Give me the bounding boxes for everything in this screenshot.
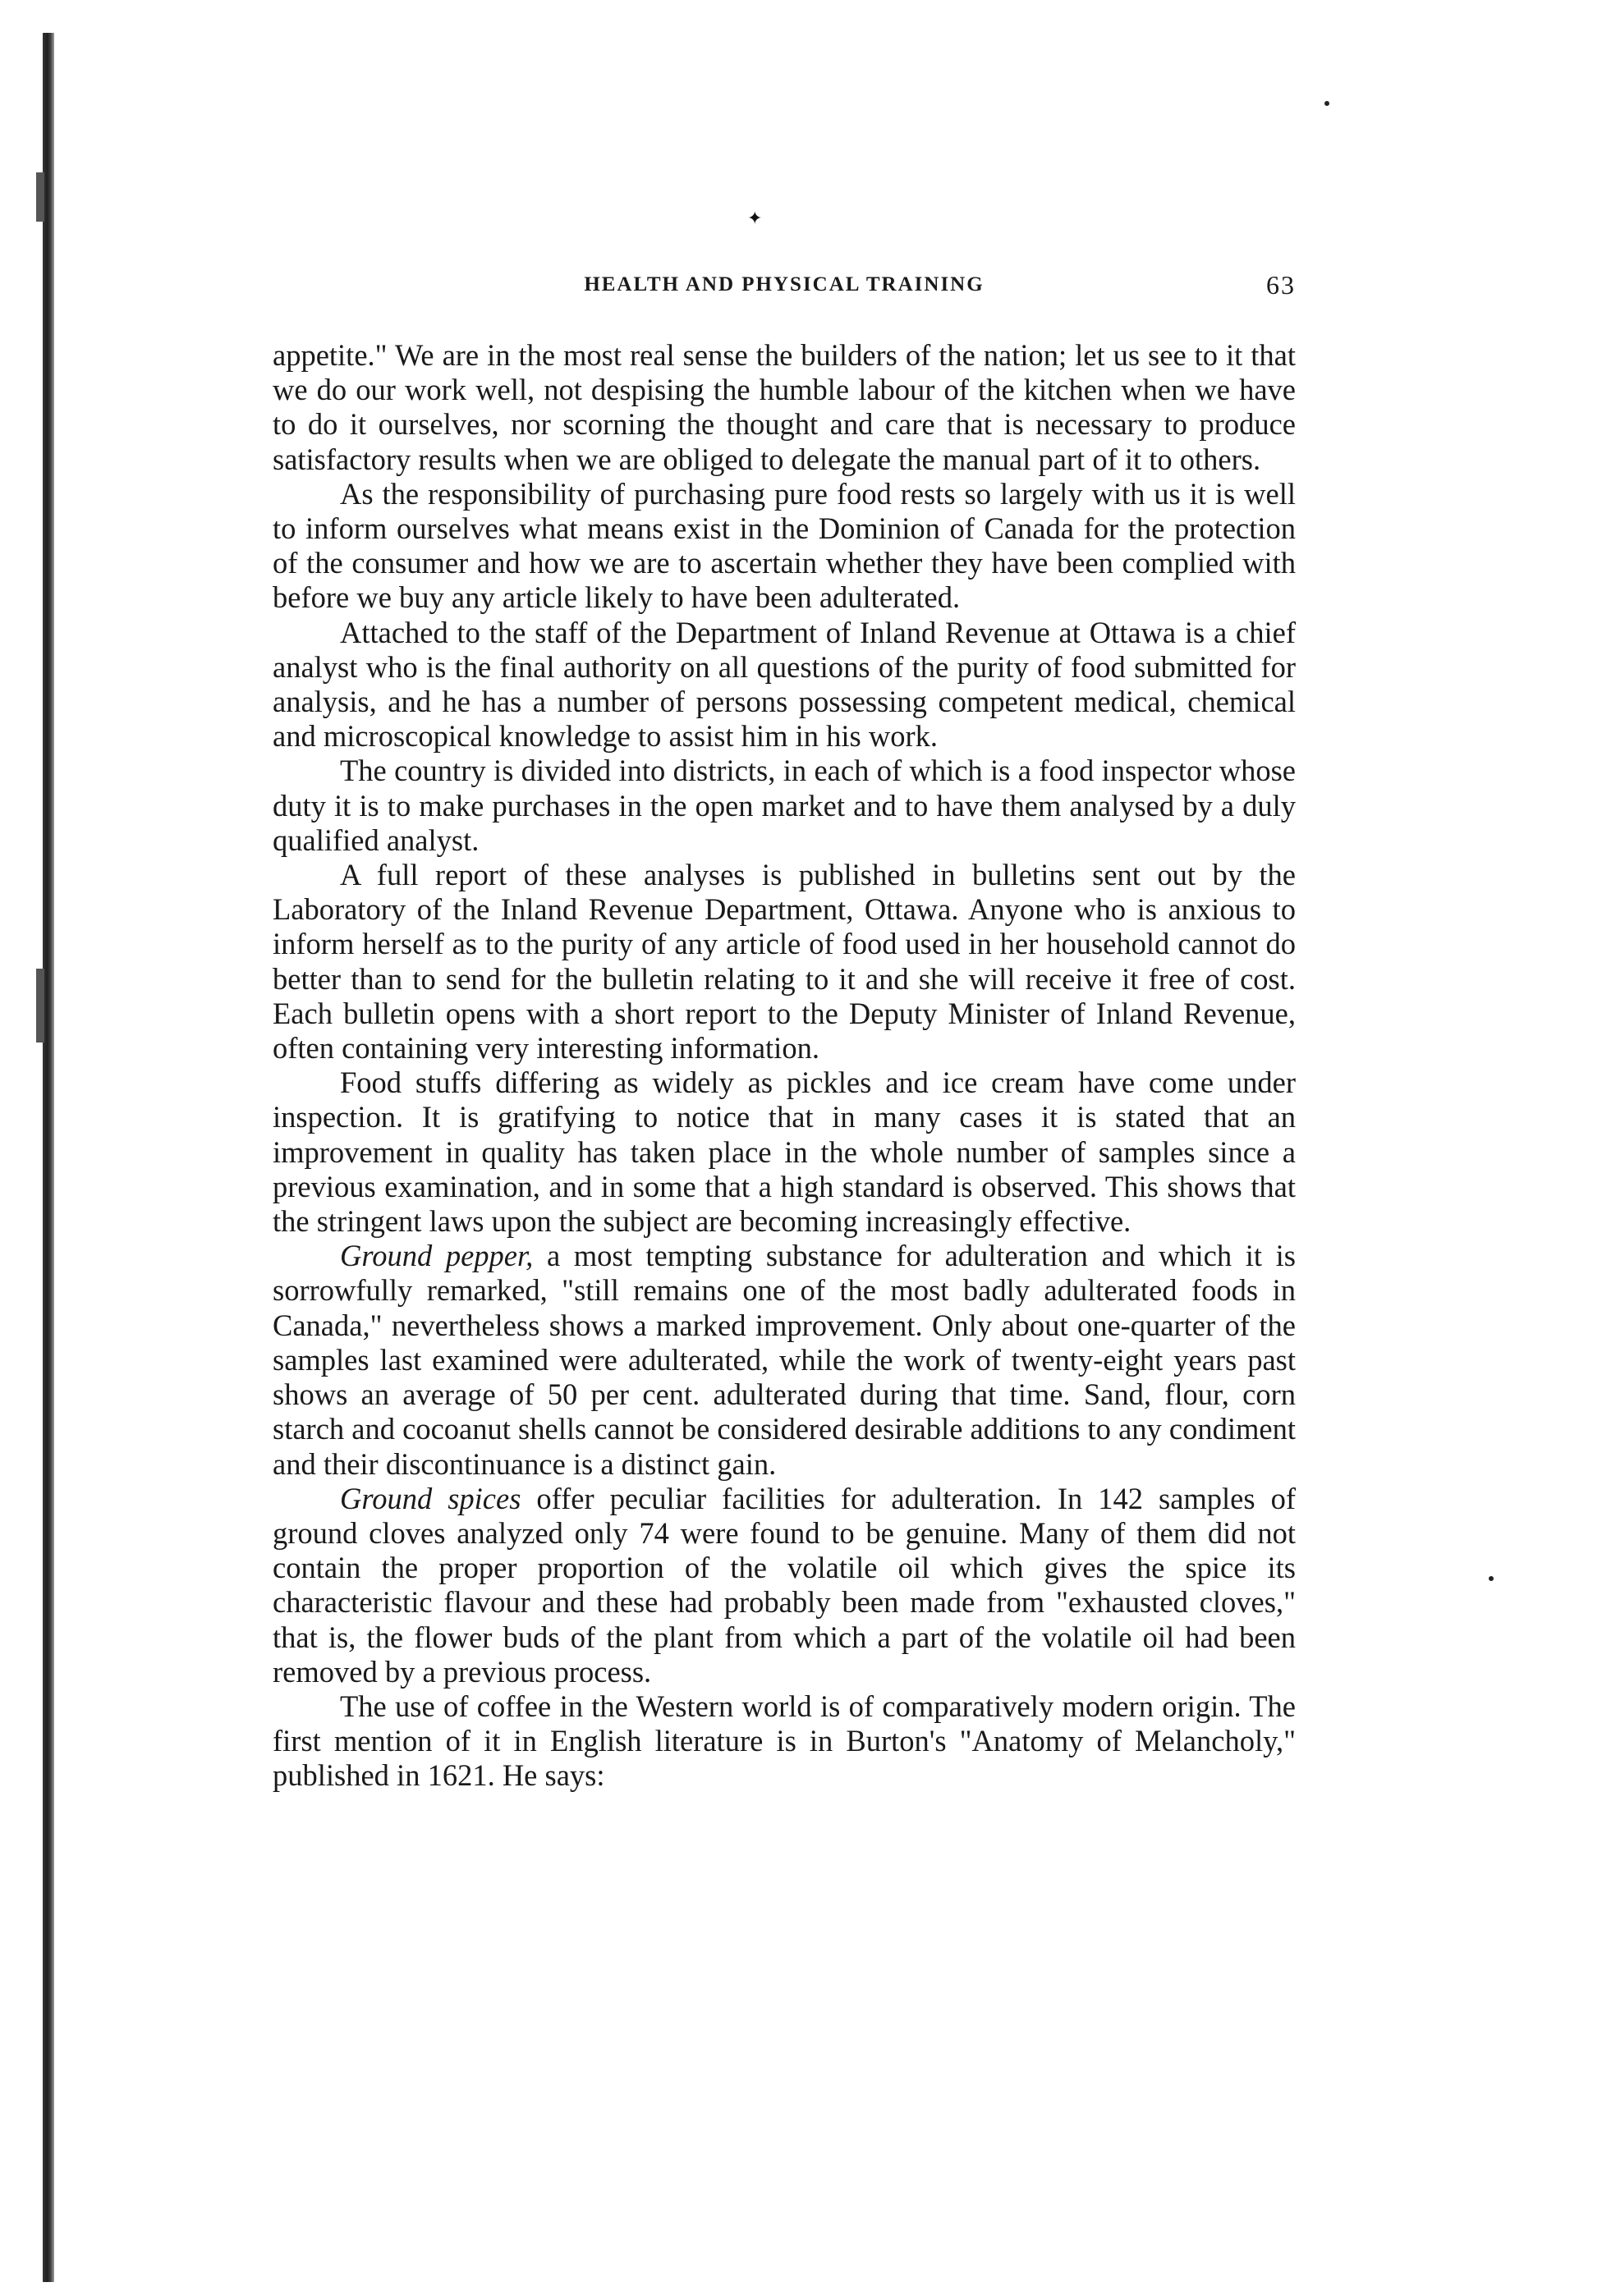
scan-speck [1489,1576,1494,1581]
paragraph [273,616,1296,754]
paragraph [273,477,1296,616]
paragraph-lead: Ground pepper, [340,1239,534,1273]
paragraph-text: The country is divided into districts, in each of which is a food inspector whose duty it is to make purchases in the open market and to have them analysed by a duly qualified analyst. [273,754,1296,857]
paragraph-text: A full report of these analyses is published in bulletins sent out by the Laboratory of the Inland Revenue Department, Ottawa. Anyone who is anxious to inform herself as to the purity of any article of food used in her household cannot do better than to send for the bulletin relating to it and she will receive it free of cost. Each bulletin opens with a short report to the Deputy Minister of Inland Revenue, often containing very interesting information. [273,858,1296,1066]
paragraph-text: offer peculiar facilities for adulteration. In 142 samples of ground cloves analyzed only 74 were found to be genuine. Many of them did not contain the proper proportion of the volatile oil which gives the spice its characteristic flavour and these had probably been made from "exhausted cloves," that is, the flower buds of the plant from which a part of the volatile oil had been removed by a previous process. [273,1481,1296,1689]
paragraph [273,754,1296,858]
paragraph-text: a most tempting substance for adulteration and which it is sorrowfully remarked, "still remains one of the most badly adulterated foods in Canada," nevertheless shows a marked improvement. Only about one-quarter of the samples last examined were adulterated, while the work of twenty-eight years past shows an average of 50 per cent. adulterated during that time. Sand, flour, corn starch and cocoanut shells cannot be considered desirable additions to any condiment and their discontinuance is a distinct gain. [273,1239,1296,1481]
scan-speck [1324,101,1329,106]
paragraph [273,858,1296,1066]
paragraph-text: As the responsibility of purchasing pure food rests so largely with us it is well to inform ourselves what means exist in the Dominion of Canada for the protection of the consumer and how we are to ascertain whether they have been complied with before we buy any article likely to have been adulterated. [273,476,1296,615]
page-number: 63 [1266,270,1296,300]
running-title: HEALTH AND PHYSICAL TRAINING [584,273,985,296]
paragraph [273,1066,1296,1239]
paragraph-text: The use of coffee in the Western world is of comparatively modern origin. The first mention of it in English literature is in Burton's "Anatomy of Melancholy," published in 1621. He says: [273,1689,1296,1793]
paragraph-text: Food stuffs differing as widely as pickles and ice cream have come under inspection. It is gratifying to notice that in many cases it is stated that an improvement in quality has taken place in the whole number of samples since a previous examination, and in some that a high standard is observed. This shows that the stringent laws upon the subject are becoming increasingly effective. [273,1066,1296,1239]
ornament-icon: ✦ [747,208,763,228]
paragraph-text: Attached to the staff of the Department of Inland Revenue at Ottawa is a chief analyst who is the final authority on all questions of the purity of food submitted for analysis, and he has a number of persons possessing competent medical, chemical and microscopical knowledge to assist him in his work. [273,615,1296,754]
scan-edge-fleck [36,969,44,1043]
paragraph [273,1239,1296,1481]
paragraph [273,1482,1296,1689]
paragraph [273,1689,1296,1794]
paragraph [273,338,1296,477]
running-head [273,270,1296,306]
body-text [273,338,1296,1794]
scan-edge-fleck [36,172,44,222]
paragraph-lead: Ground spices [340,1481,521,1515]
scan-binding-edge [43,33,54,2282]
paragraph-text: appetite." We are in the most real sense the builders of the nation; let us see to it that we do our work well, not despising the humble labour of the kitchen when we have to do it ourselves, nor scorning the thought and care that is necessary to produce satisfactory results when we are obliged to delegate the manual part of it to others. [273,338,1296,476]
